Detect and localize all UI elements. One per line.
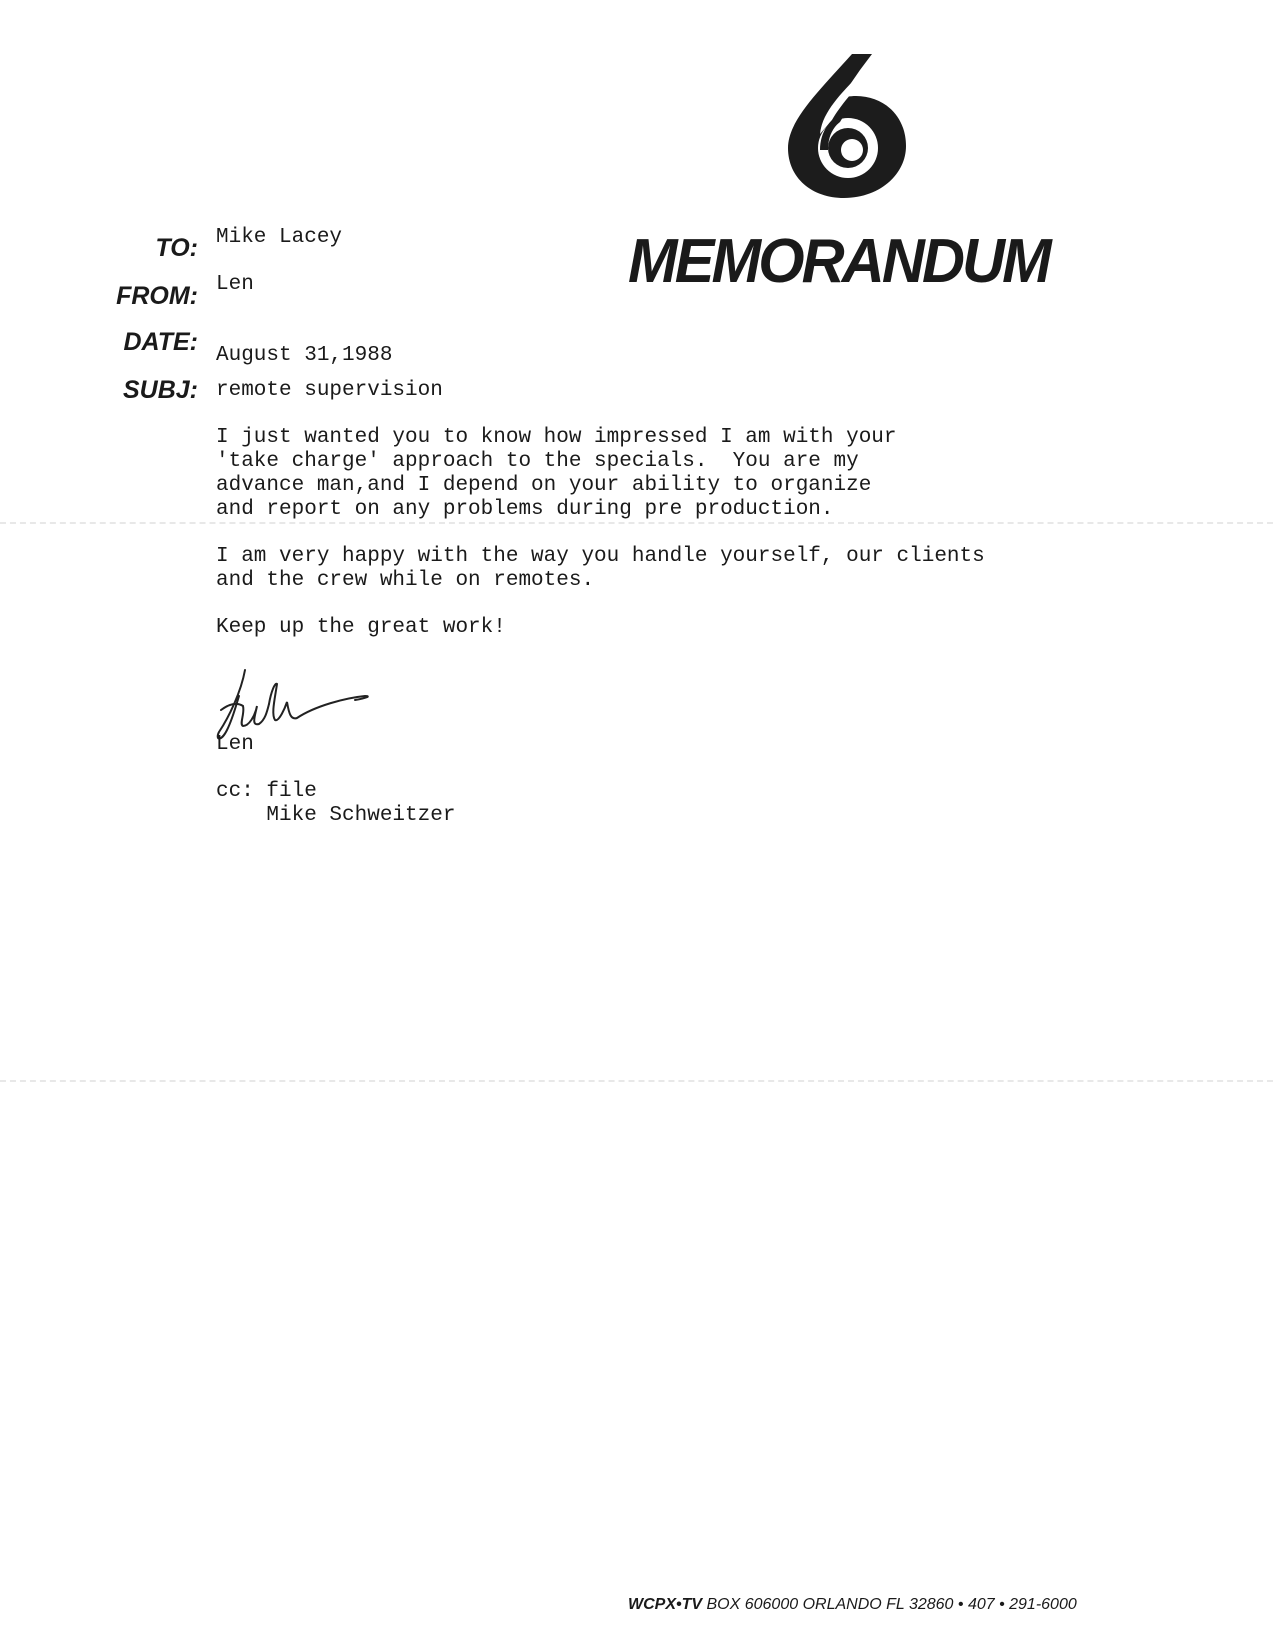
- subj-label: SUBJ:: [122, 376, 198, 404]
- date-label: DATE:: [123, 328, 198, 356]
- body-line: advance man,and I depend on your ability to organize: [216, 474, 872, 497]
- body-line: I am very happy with the way you handle yourself, our clients: [216, 545, 985, 568]
- channel-6-logo: [780, 50, 920, 200]
- body-line: and report on any problems during pre production.: [216, 498, 834, 521]
- to-label: TO:: [155, 234, 198, 262]
- station-name: WCPX•TV: [628, 1596, 703, 1613]
- body-line: and the crew while on remotes.: [216, 569, 595, 592]
- fold-line-bottom: [0, 1080, 1273, 1082]
- signature-name: Len: [216, 733, 254, 756]
- body-line: I just wanted you to know how impressed I am with your: [216, 426, 897, 449]
- from-label: FROM:: [116, 282, 198, 310]
- cc-line: Mike Schweitzer: [216, 804, 456, 827]
- subj-value: remote supervision: [216, 379, 443, 402]
- station-address: BOX 606000 ORLANDO FL 32860 • 407 • 291-6000: [702, 1596, 1077, 1613]
- body-line: 'take charge' approach to the specials. You are my: [216, 450, 859, 473]
- fold-line-top: [0, 522, 1273, 524]
- cc-line: cc: file: [216, 780, 317, 803]
- closing-line: Keep up the great work!: [216, 616, 506, 639]
- from-value: Len: [216, 273, 254, 296]
- date-value: August 31,1988: [216, 344, 393, 367]
- station-footer: [628, 1596, 1077, 1614]
- to-value: Mike Lacey: [216, 226, 343, 249]
- memorandum-title: MEMORANDUM: [628, 227, 1049, 296]
